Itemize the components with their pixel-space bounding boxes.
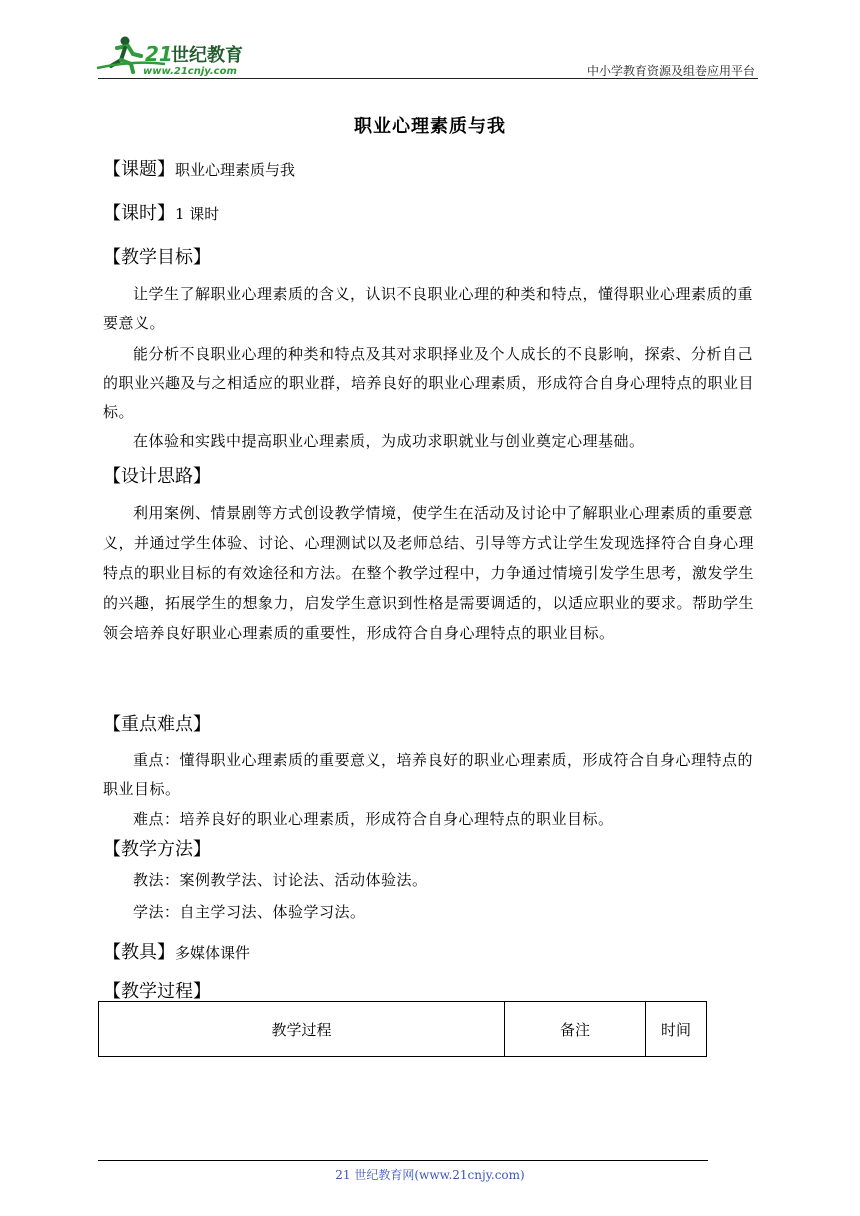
- hours-value: 1 课时: [175, 205, 220, 223]
- hours-row: [103, 199, 219, 225]
- process-table: [98, 1001, 707, 1057]
- footer-divider: [98, 1160, 708, 1161]
- key-point-text: 重点：懂得职业心理素质的重要意义，培养良好的职业心理素质，形成符合自身心理特点的职业目标。: [103, 751, 754, 798]
- site-logo[interactable]: [95, 34, 265, 76]
- methods-heading: 【教学方法】: [103, 839, 211, 860]
- difficult-point-text: 难点：培养良好的职业心理素质，形成符合自身心理特点的职业目标。: [133, 810, 614, 828]
- teaching-method-text: 教法：案例教学法、讨论法、活动体验法。: [133, 871, 428, 889]
- keypoints-heading: 【重点难点】: [103, 714, 211, 735]
- design-heading: 【设计思路】: [103, 466, 211, 487]
- objective-paragraph-3: 在体验和实践中提高职业心理素质，为成功求职就业与创业奠定心理基础。: [133, 432, 645, 450]
- page-header: [95, 30, 755, 80]
- topic-value: 职业心理素质与我: [175, 161, 296, 179]
- col-notes: 备注: [505, 1002, 646, 1057]
- col-time: 时间: [646, 1002, 707, 1057]
- process-heading: 【教学过程】: [103, 981, 211, 1002]
- objective-paragraph-1: 让学生了解职业心理素质的含义，认识不良职业心理的种类和特点，懂得职业心理素质的重要意义。: [103, 285, 754, 332]
- topic-row: [103, 155, 295, 181]
- design-paragraph: 利用案例、情景剧等方式创设教学情境，使学生在活动及讨论中了解职业心理素质的重要意义，并通过学生体验、讨论、心理测试以及老师总结、引导等方式让学生发现选择符合自身心理特点的职业目标的有效途径和方法。在整个教学过程中，力争通过情境引发学生思考，激发学生的兴趣，拓展学生的想象力，启发学生意识到性格是需要调适的，以适应职业的要求。帮助学生领会培养良好职业心理素质的重要性，形成符合自身心理特点的职业目标。: [103, 504, 755, 642]
- objectives-heading: 【教学目标】: [103, 247, 211, 268]
- tools-row: [103, 938, 250, 964]
- svg-text:世纪教育: 世纪教育: [171, 45, 243, 66]
- header-divider: [98, 78, 758, 79]
- svg-text:21: 21: [145, 42, 173, 66]
- svg-text:www.21cnjy.com: www.21cnjy.com: [143, 66, 237, 76]
- platform-name: 中小学教育资源及组卷应用平台: [586, 64, 755, 78]
- tools-value: 多媒体课件: [175, 944, 251, 962]
- footer-link[interactable]: 21 世纪教育网(www.21cnjy.com): [335, 1168, 525, 1182]
- col-process: 教学过程: [99, 1002, 505, 1057]
- document-title: 职业心理素质与我: [354, 116, 506, 137]
- learning-method-text: 学法：自主学习法、体验学习法。: [133, 903, 366, 921]
- tools-label: 【教具】: [103, 942, 175, 963]
- table-header-row: [99, 1002, 707, 1057]
- hours-label: 【课时】: [103, 203, 175, 224]
- objective-paragraph-2: 能分析不良职业心理的种类和特点及其对求职择业及个人成长的不良影响，探索、分析自己的职业兴趣及与之相适应的职业群，培养良好的职业心理素质，形成符合自身心理特点的职业目标。: [103, 345, 755, 421]
- runner-logo-icon: [95, 34, 265, 76]
- topic-label: 【课题】: [103, 159, 175, 180]
